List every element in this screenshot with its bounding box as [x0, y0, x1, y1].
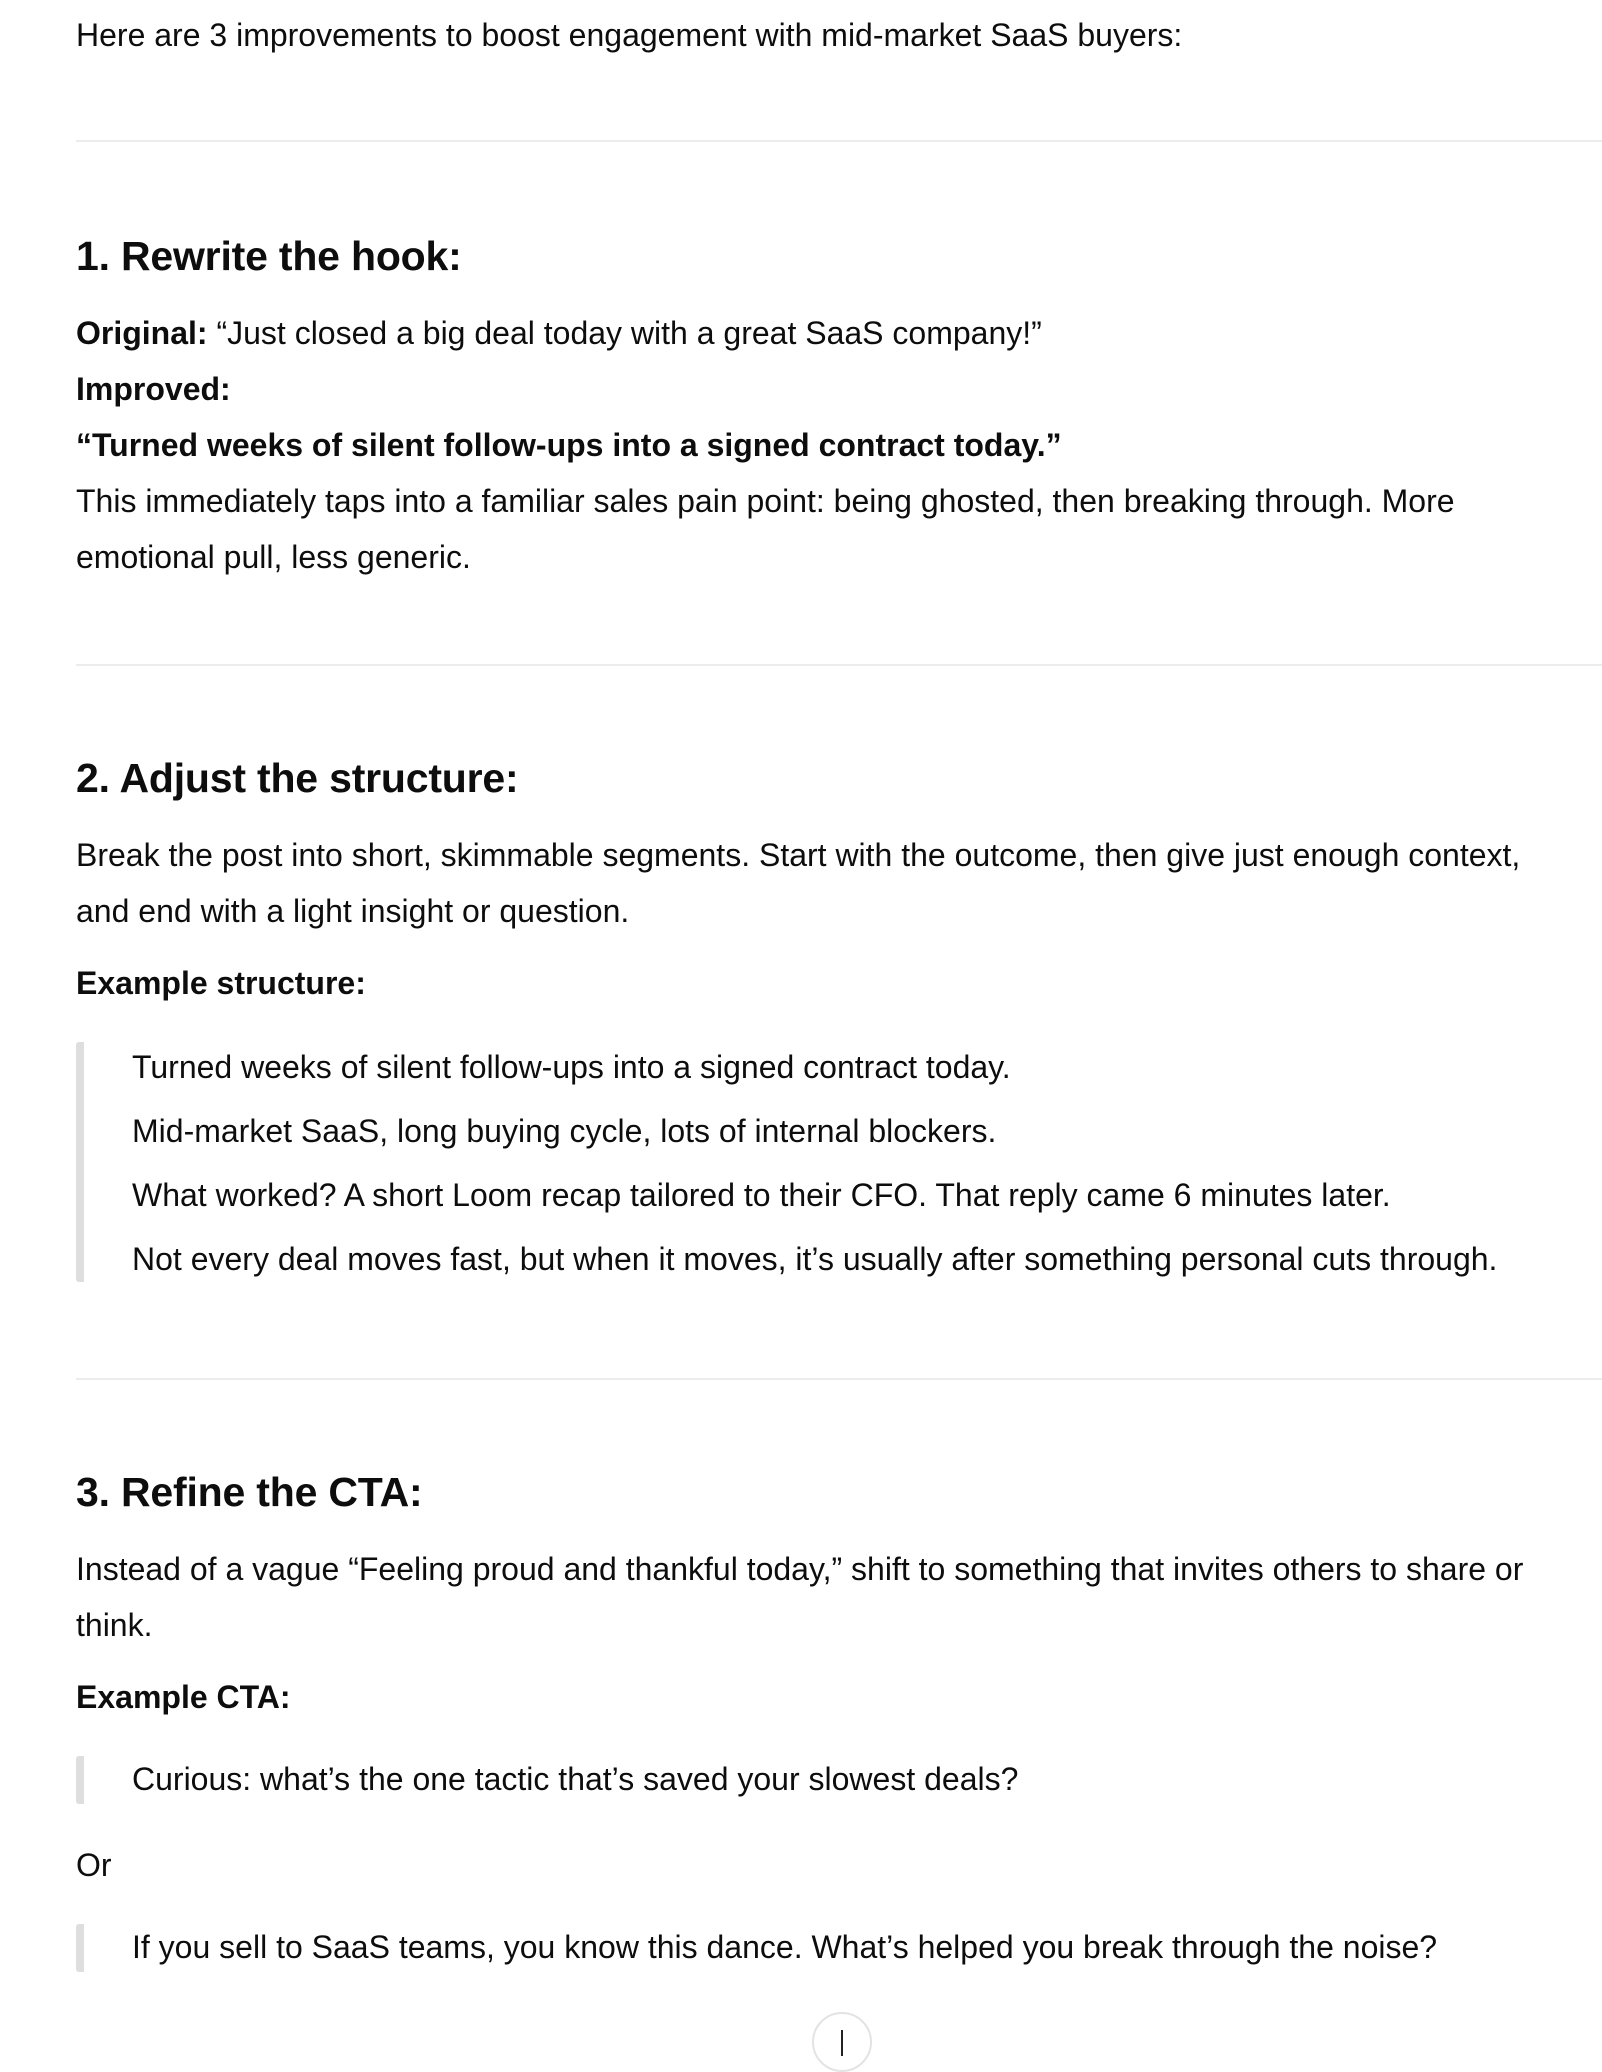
quote-line: Curious: what’s the one tactic that’s saved your slowest deals?: [132, 1761, 1019, 1797]
structure-body: Break the post into short, skimmable segments. Start with the outcome, then give just enough context, and end with a light insight or question.: [76, 837, 1521, 929]
hook-explanation: This immediately taps into a familiar sales pain point: being ghosted, then breaking through. More emotional pull, less generic.: [76, 483, 1455, 575]
example-cta-quote-2: [76, 1924, 1484, 1972]
arrow-down-icon: [841, 2030, 843, 2056]
section-2-heading: 2. Adjust the structure:: [76, 755, 519, 801]
quote-line: Turned weeks of silent follow-ups into a signed contract today.: [132, 1049, 1011, 1085]
divider: [76, 140, 1602, 142]
intro-text: Here are 3 improvements to boost engagement with mid-market SaaS buyers:: [76, 17, 1183, 53]
section-3-heading: 3. Refine the CTA:: [76, 1469, 423, 1515]
or-text: Or: [76, 1847, 112, 1883]
example-cta-label: Example CTA:: [76, 1679, 291, 1715]
divider: [76, 1378, 1602, 1380]
example-cta-quote-1: [76, 1756, 1284, 1804]
quote-line: What worked? A short Loom recap tailored to their CFO. That reply came 6 minutes later.: [132, 1177, 1391, 1213]
cta-body: Instead of a vague “Feeling proud and thankful today,” shift to something that invites others to share or think.: [76, 1551, 1524, 1643]
scroll-to-bottom-button[interactable]: [812, 2012, 872, 2072]
original-line: [76, 312, 1042, 354]
example-structure-label: Example structure:: [76, 965, 366, 1001]
quote-line: Mid-market SaaS, long buying cycle, lots of internal blockers.: [132, 1113, 997, 1149]
example-structure-quote: [76, 1042, 1584, 1282]
quote-line: Not every deal moves fast, but when it moves, it’s usually after something personal cuts through.: [132, 1241, 1498, 1277]
original-label: Original:: [76, 315, 208, 351]
quote-line: If you sell to SaaS teams, you know this dance. What’s helped you break through the noise?: [132, 1929, 1438, 1965]
improved-text: “Turned weeks of silent follow-ups into a signed contract today.”: [76, 427, 1062, 463]
improved-label: Improved:: [76, 371, 231, 407]
divider: [76, 664, 1602, 666]
original-text: “Just closed a big deal today with a great SaaS company!”: [216, 315, 1042, 351]
section-1-heading: 1. Rewrite the hook:: [76, 233, 462, 279]
